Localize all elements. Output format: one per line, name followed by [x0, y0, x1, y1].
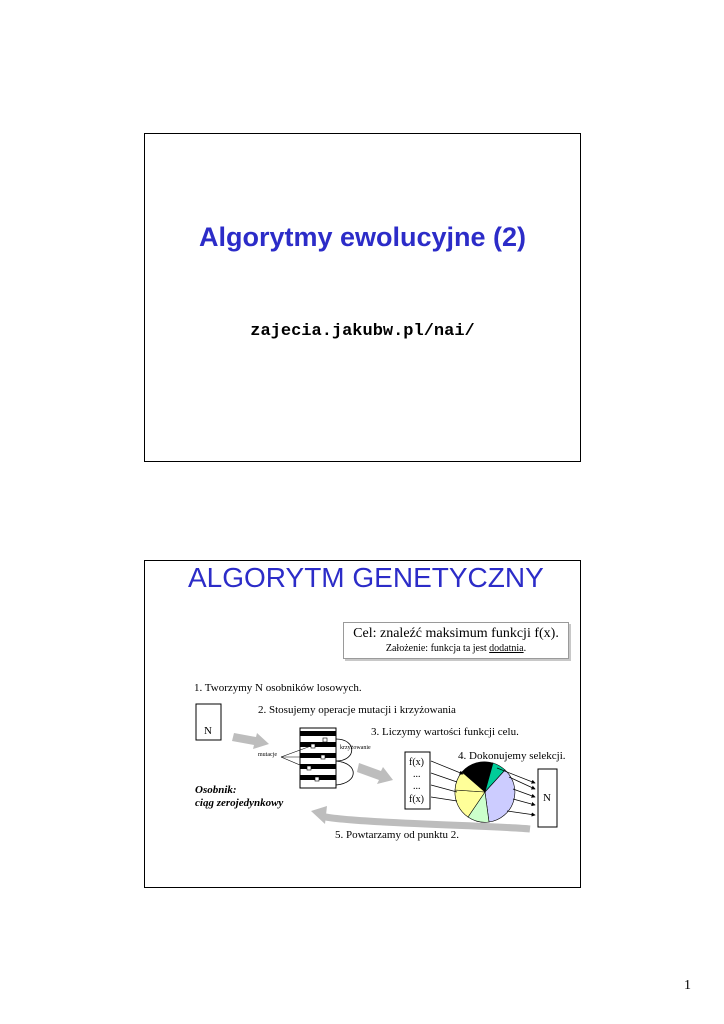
crossover-loop [336, 761, 353, 785]
individual-caption-line1: Osobnik: [195, 784, 237, 796]
fitness-dots-2: ... [413, 781, 421, 792]
population-block [300, 728, 336, 788]
step-2: 2. Stosujemy operacje mutacji i krzyżowania [258, 704, 456, 716]
goal-text: Cel: znaleźć maksimum funkcji f(x). [353, 626, 559, 641]
individual-caption-line2: ciąg zerojedynkowy [195, 797, 284, 809]
slide-1-title: Algorytmy ewolucyjne (2) [198, 222, 527, 252]
mutation-label: mutacje [258, 752, 277, 758]
slide-1 [144, 133, 581, 462]
gray-arrow-1 [232, 733, 269, 749]
individual-caption [195, 784, 283, 810]
slide-2-title: ALGORYTM GENETYCZNY [188, 562, 544, 593]
fitness-bottom: f(x) [409, 794, 424, 805]
slide-2 [144, 560, 581, 888]
assumption-underlined: dodatnia [489, 643, 524, 654]
step-5: 5. Powtarzamy od punktu 2. [335, 829, 460, 841]
step-4: 4. Dokonujemy selekcji. [458, 750, 566, 762]
assumption-prefix: Założenie: funkcja ta jest [385, 643, 490, 654]
crossover-label: krzyżowanie [340, 745, 371, 751]
fitness-top: f(x) [409, 757, 424, 768]
fitness-dots-1: ... [413, 769, 421, 780]
population-label-right: N [543, 792, 551, 804]
page-number: 1 [684, 978, 691, 993]
step-3: 3. Liczymy wartości funkcji celu. [371, 726, 519, 738]
assumption-suffix: . [523, 643, 527, 654]
course-url: zajecia.jakubw.pl/nai/ [250, 322, 475, 341]
population-label-left: N [204, 725, 212, 737]
step-1: 1. Tworzymy N osobników losowych. [194, 682, 362, 694]
roulette-pie [455, 762, 515, 822]
gray-arrow-2 [357, 763, 393, 784]
